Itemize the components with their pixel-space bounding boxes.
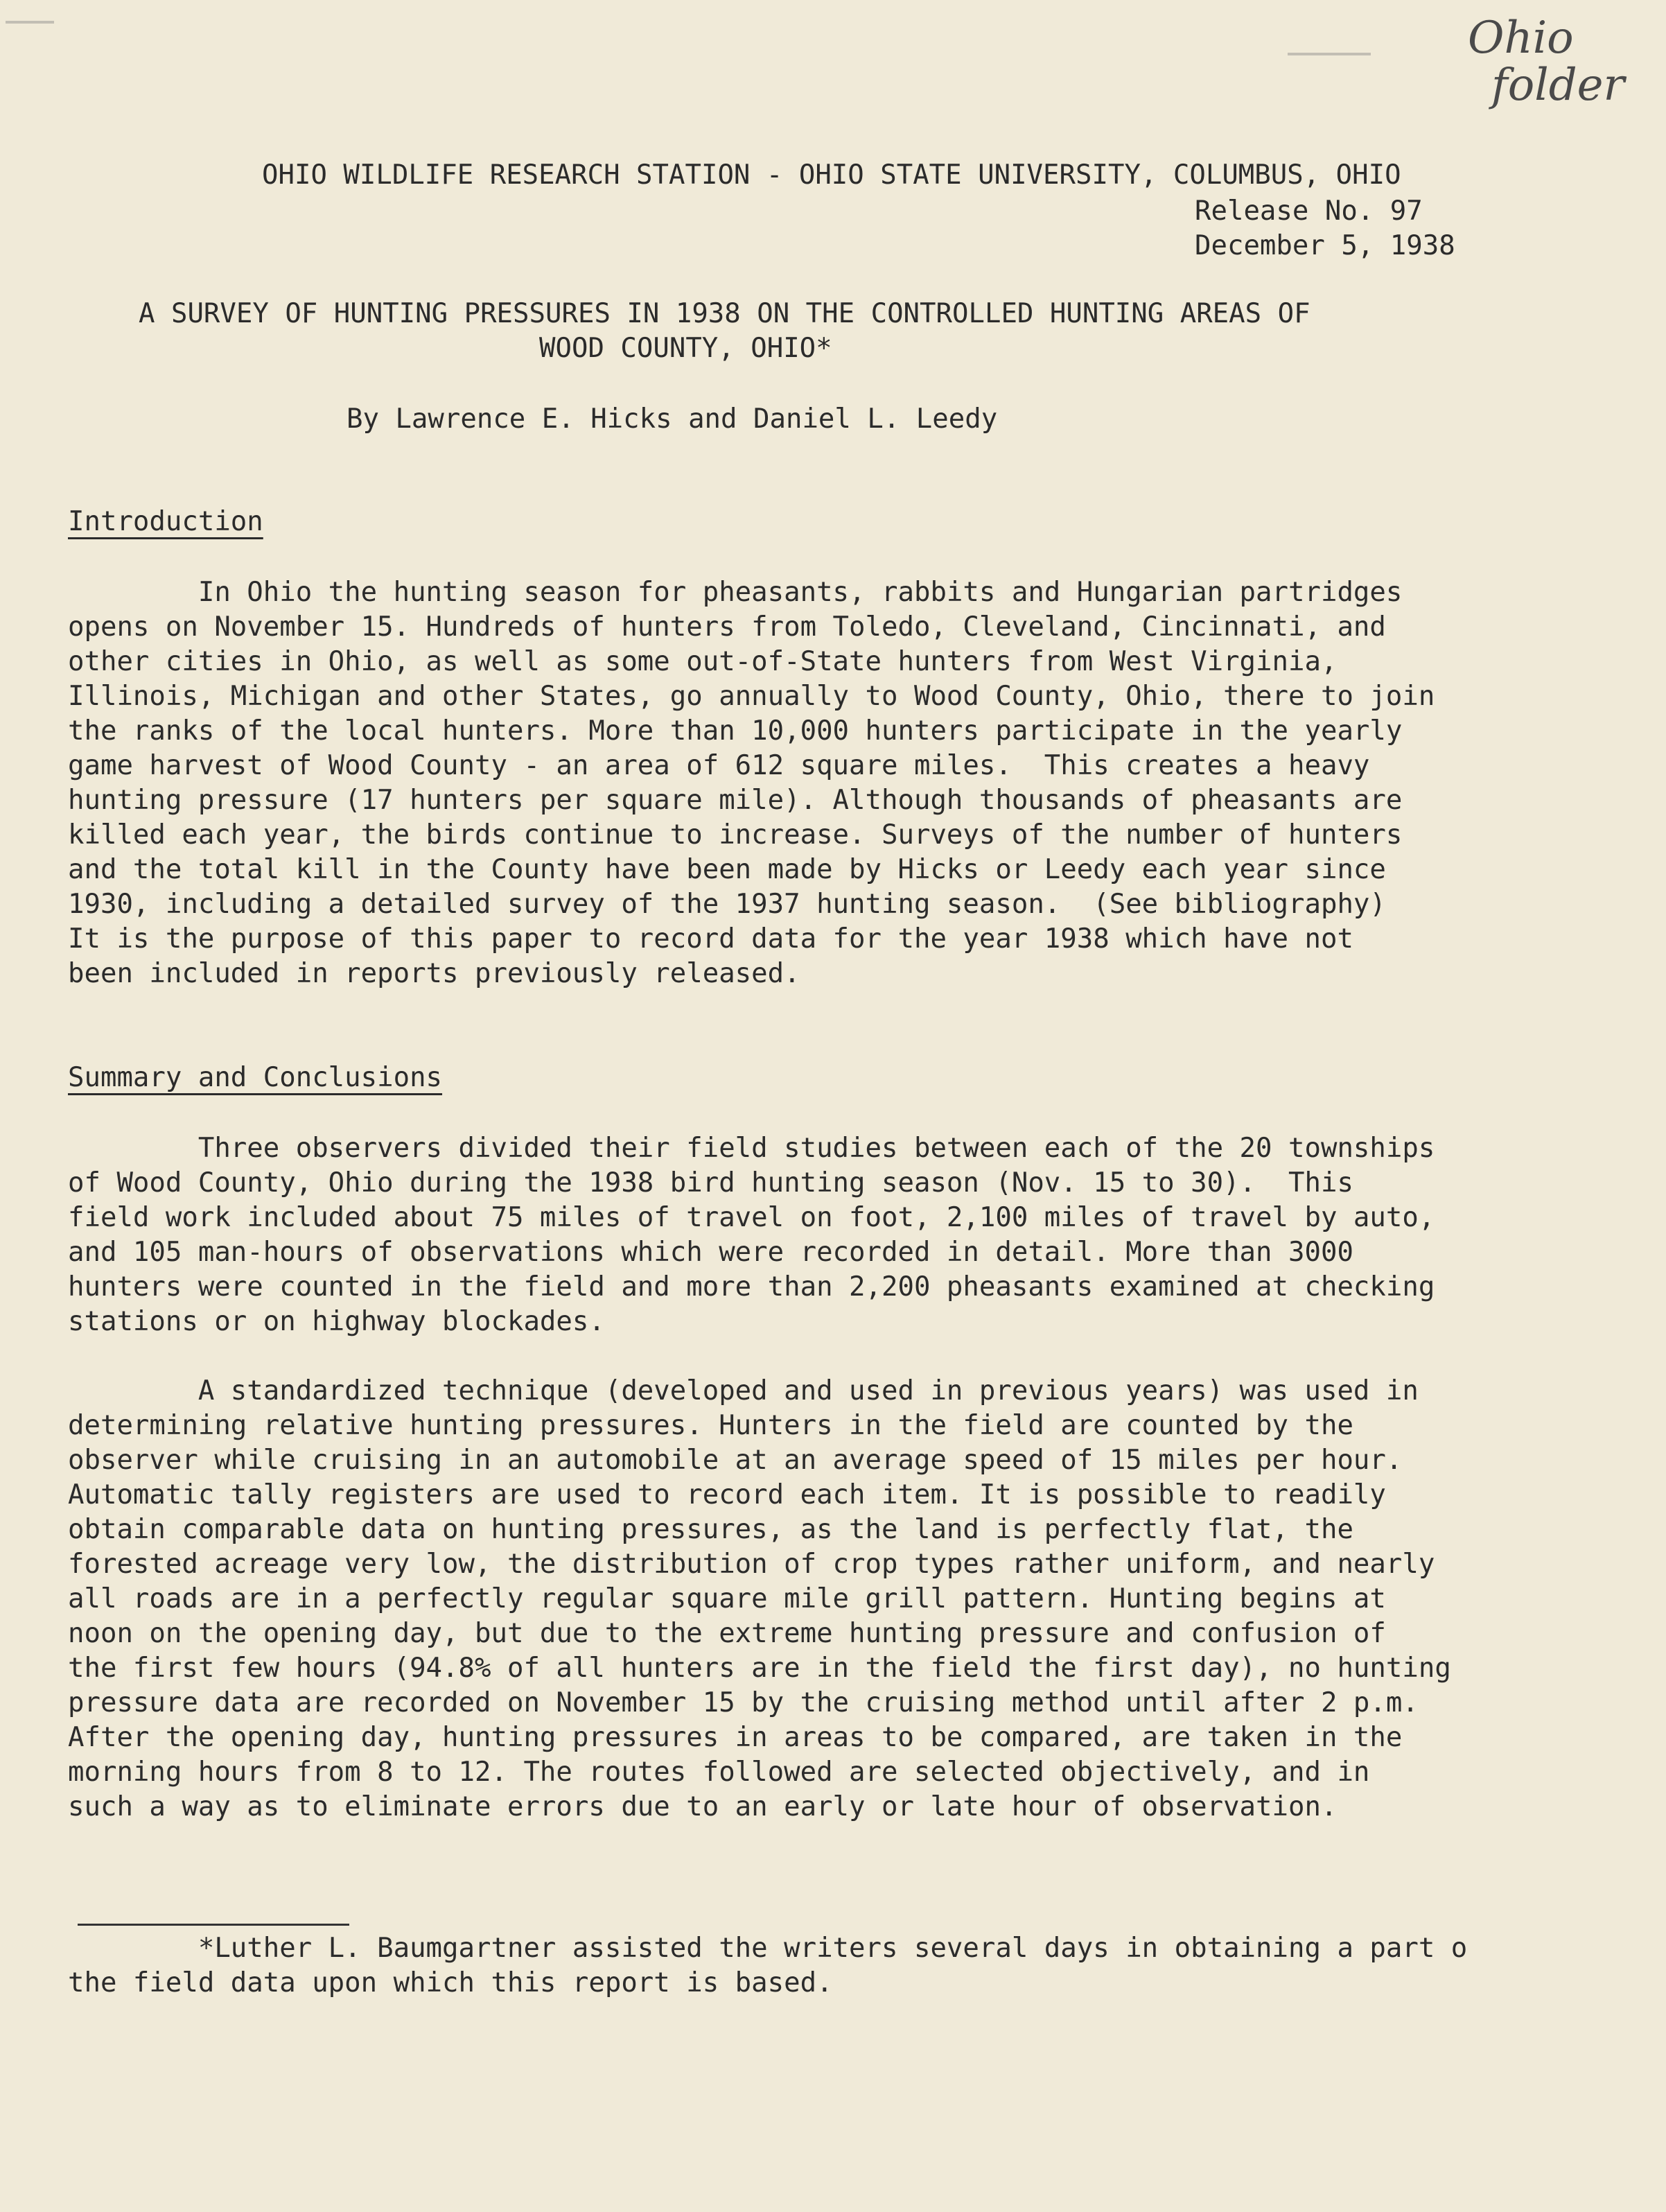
paragraph-line: the ranks of the local hunters. More than 10,000 hunters participate in the yearly bbox=[68, 715, 1403, 747]
byline: By Lawrence E. Hicks and Daniel L. Leedy bbox=[347, 403, 998, 435]
paragraph-line: In Ohio the hunting season for pheasants, rabbits and Hungarian partridges bbox=[68, 577, 1403, 608]
document-title-line-1: A SURVEY OF HUNTING PRESSURES IN 1938 ON THE CONTROLLED HUNTING AREAS OF bbox=[139, 298, 1310, 329]
summary-paragraph-2 bbox=[68, 1374, 1551, 1825]
paragraph-line: Illinois, Michigan and other States, go annually to Wood County, Ohio, there to join bbox=[68, 681, 1435, 712]
paragraph-line: It is the purpose of this paper to record data for the year 1938 which have not bbox=[68, 923, 1353, 955]
footnote-line: *Luther L. Baumgartner assisted the writers several days in obtaining a part o bbox=[68, 1933, 1468, 1964]
introduction-paragraph bbox=[68, 575, 1551, 991]
top-mark bbox=[1288, 53, 1371, 55]
paragraph-line: Automatic tally registers are used to record each item. It is possible to readily bbox=[68, 1479, 1386, 1510]
paragraph-line: determining relative hunting pressures. Hunters in the field are counted by the bbox=[68, 1410, 1353, 1441]
introduction-heading: Introduction bbox=[68, 506, 263, 537]
summary-paragraph-1 bbox=[68, 1131, 1551, 1339]
document-title-line-2: WOOD COUNTY, OHIO* bbox=[539, 333, 832, 364]
paragraph-line: Three observers divided their field studies between each of the 20 townships bbox=[68, 1133, 1435, 1164]
paragraph-line: game harvest of Wood County - an area of 612 square miles. This creates a heavy bbox=[68, 750, 1370, 781]
paragraph-line: After the opening day, hunting pressures in areas to be compared, are taken in the bbox=[68, 1722, 1403, 1753]
summary-heading: Summary and Conclusions bbox=[68, 1062, 443, 1093]
paragraph-line: stations or on highway blockades. bbox=[68, 1306, 605, 1337]
paragraph-line: been included in reports previously released. bbox=[68, 958, 800, 989]
footnote-divider bbox=[78, 1924, 349, 1926]
paragraph-line: morning hours from 8 to 12. The routes followed are selected objectively, and in bbox=[68, 1757, 1370, 1788]
paragraph-line: killed each year, the birds continue to increase. Surveys of the number of hunters bbox=[68, 819, 1403, 851]
paragraph-line: noon on the opening day, but due to the extreme hunting pressure and confusion of bbox=[68, 1618, 1386, 1649]
paragraph-line: opens on November 15. Hundreds of hunters from Toledo, Cleveland, Cincinnati, and bbox=[68, 611, 1386, 643]
paragraph-line: hunters were counted in the field and more than 2,200 pheasants examined at checking bbox=[68, 1271, 1435, 1303]
paragraph-line: all roads are in a perfectly regular square mile grill pattern. Hunting begins at bbox=[68, 1583, 1386, 1614]
footnote-line: the field data upon which this report is based. bbox=[68, 1967, 833, 1998]
corner-mark bbox=[6, 21, 54, 24]
paragraph-line: such a way as to eliminate errors due to an early or late hour of observation. bbox=[68, 1791, 1338, 1822]
release-number: Release No. 97 bbox=[1195, 195, 1423, 227]
paragraph-line: forested acreage very low, the distribution of crop types rather uniform, and nearly bbox=[68, 1549, 1435, 1580]
paragraph-line: the first few hours (94.8% of all hunters are in the field the first day), no hunting bbox=[68, 1653, 1451, 1684]
paragraph-line: A standardized technique (developed and used in previous years) was used in bbox=[68, 1375, 1419, 1407]
release-date: December 5, 1938 bbox=[1195, 230, 1455, 261]
paragraph-line: other cities in Ohio, as well as some out-of-State hunters from West Virginia, bbox=[68, 646, 1338, 677]
paragraph-line: and 105 man-hours of observations which were recorded in detail. More than 3000 bbox=[68, 1237, 1353, 1268]
paragraph-line: pressure data are recorded on November 15 by the cruising method until after 2 p.m. bbox=[68, 1687, 1419, 1718]
paragraph-line: of Wood County, Ohio during the 1938 bird hunting season (Nov. 15 to 30). This bbox=[68, 1167, 1353, 1199]
footnote bbox=[68, 1931, 1551, 2001]
handwritten-note-ohio: Ohio bbox=[1468, 12, 1574, 64]
paragraph-line: 1930, including a detailed survey of the 1937 hunting season. (See bibliography) bbox=[68, 889, 1386, 920]
paragraph-line: hunting pressure (17 hunters per square mile). Although thousands of pheasants are bbox=[68, 785, 1403, 816]
paragraph-line: and the total kill in the County have been made by Hicks or Leedy each year since bbox=[68, 854, 1386, 885]
handwritten-note-folder: folder bbox=[1491, 60, 1625, 111]
paragraph-line: observer while cruising in an automobile at an average speed of 15 miles per hour. bbox=[68, 1445, 1403, 1476]
institution-header: OHIO WILDLIFE RESEARCH STATION - OHIO STATE UNIVERSITY, COLUMBUS, OHIO bbox=[262, 159, 1401, 191]
paragraph-line: obtain comparable data on hunting pressures, as the land is perfectly flat, the bbox=[68, 1514, 1353, 1545]
paragraph-line: field work included about 75 miles of travel on foot, 2,100 miles of travel by auto, bbox=[68, 1202, 1435, 1233]
